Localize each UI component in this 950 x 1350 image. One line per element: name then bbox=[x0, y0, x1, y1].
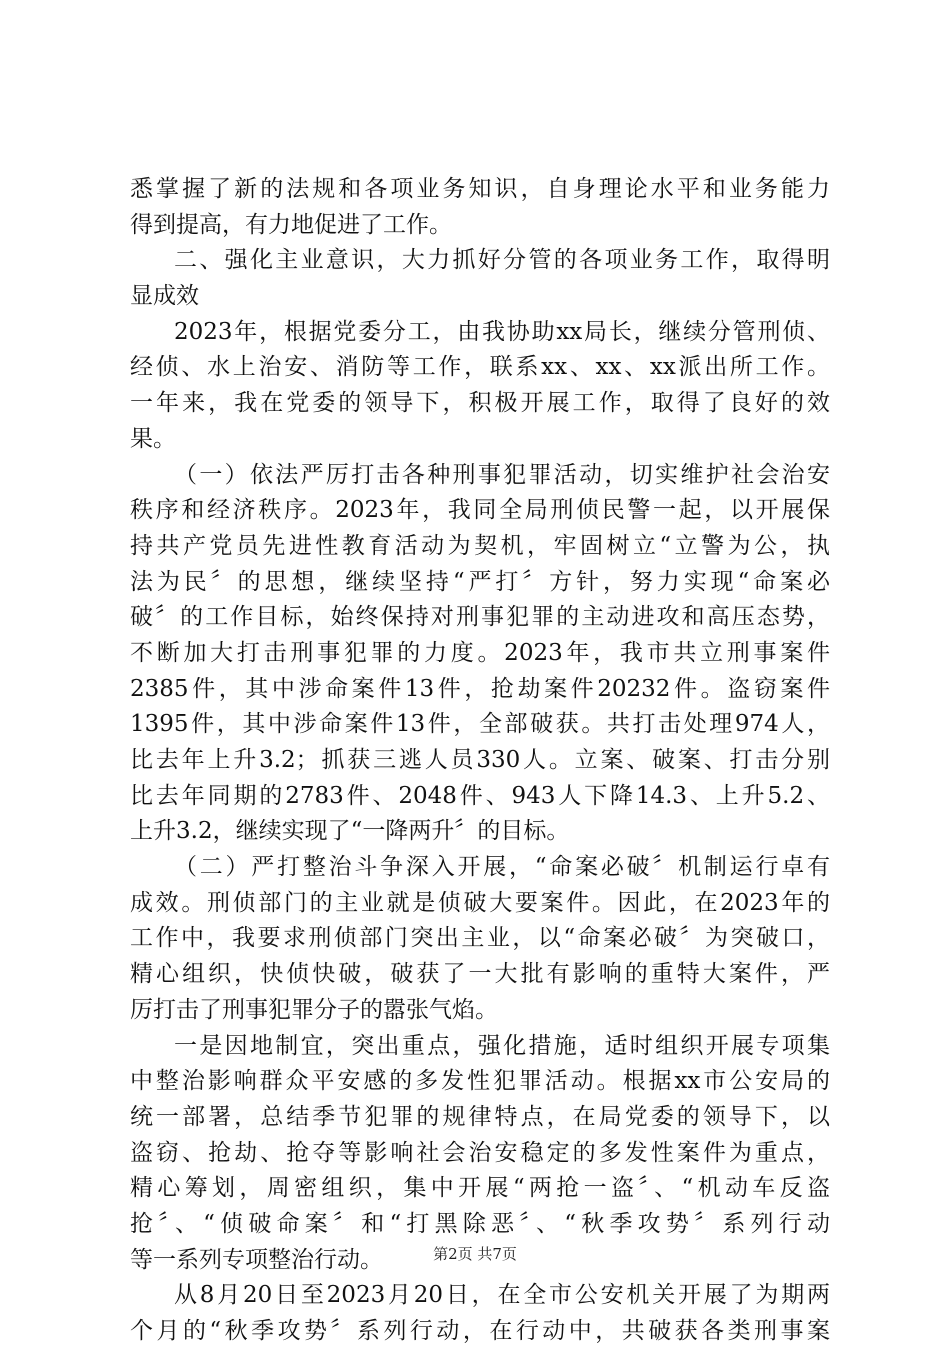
text-line: 从8月20日至2023月20日，在全市公安机关开展了为期两 bbox=[174, 1282, 830, 1309]
text-line: 持共产党员先进性教育活动为契机，牢固树立“立警为公，执 bbox=[130, 532, 830, 559]
text-line: 上升3.2，继续实现了“一降两升〞的目标。 bbox=[130, 818, 570, 845]
text-line: 精心组织，快侦快破，破获了一大批有影响的重特大案件，严 bbox=[130, 961, 830, 988]
text-line: 1395件，其中涉命案件13件，全部破获。共打击处理974人， bbox=[130, 711, 830, 738]
text-line: 一是因地制宜，突出重点，强化措施，适时组织开展专项集 bbox=[174, 1032, 830, 1059]
text-line: 秩序和经济秩序。2023年，我同全局刑侦民警一起，以开展保 bbox=[130, 497, 830, 524]
text-line: （一）依法严厉打击各种刑事犯罪活动，切实维护社会治安 bbox=[174, 461, 830, 488]
text-line: 等一系列专项整治行动。 bbox=[130, 1246, 383, 1273]
text-line: 精心筹划，周密组织，集中开展“两抢一盗〞、“机动车反盗 bbox=[130, 1175, 830, 1202]
text-line: 比去年上升3.2；抓获三逃人员330人。立案、破案、打击分别 bbox=[130, 747, 830, 773]
text-line: （二）严打整治斗争深入开展，“命案必破〞机制运行卓有 bbox=[174, 854, 830, 881]
text-line: 比去年同期的2783件、2048件、943人下降14.3、上升5.2、 bbox=[130, 782, 830, 809]
text-line: 得到提高，有力地促进了工作。 bbox=[130, 211, 452, 238]
text-line: 厉打击了刑事犯罪分子的嚣张气焰。 bbox=[130, 996, 498, 1023]
text-line: 经侦、水上治安、消防等工作，联系xx、xx、xx派出所工作。 bbox=[130, 354, 830, 381]
text-line: 统一部署，总结季节犯罪的规律特点，在局党委的领导下，以 bbox=[130, 1103, 830, 1130]
text-line: 二、强化主业意识，大力抓好分管的各项业务工作，取得明 bbox=[174, 247, 830, 274]
text-line: 不断加大打击刑事犯罪的力度。2023年，我市共立刑事案件 bbox=[130, 639, 830, 666]
text-line: 个月的“秋季攻势〞系列行动，在行动中，共破获各类刑事案 bbox=[130, 1318, 830, 1344]
text-line: 工作中，我要求刑侦部门突出主业，以“命案必破〞为突破口， bbox=[130, 925, 830, 952]
text-line: 法为民〞的思想，继续坚持“严打〞方针，努力实现“命案必 bbox=[130, 568, 830, 595]
text-line: 破〞的工作目标，始终保持对刑事犯罪的主动进攻和高压态势， bbox=[130, 604, 830, 631]
text-line: 盗窃、抢劫、抢夺等影响社会治安稳定的多发性案件为重点， bbox=[130, 1139, 830, 1166]
text-line: 显成效 bbox=[130, 283, 199, 310]
page-footer: 第2页 共7页 bbox=[433, 1245, 517, 1263]
text-line: 抢〞、“侦破命案〞和“打黑除恶〞、“秋季攻势〞系列行动 bbox=[130, 1210, 830, 1237]
text-line: 果。 bbox=[130, 425, 176, 452]
text-line: 一年来，我在党委的领导下，积极开展工作，取得了良好的效 bbox=[130, 390, 830, 417]
text-line: 悉掌握了新的法规和各项业务知识，自身理论水平和业务能力 bbox=[130, 176, 830, 202]
text-line: 2385件，其中涉命案件13件，抢劫案件20232件。盗窃案件 bbox=[130, 675, 830, 702]
text-line: 成效。刑侦部门的主业就是侦破大要案件。因此，在2023年的 bbox=[130, 889, 830, 916]
text-line: 中整治影响群众平安感的多发性犯罪活动。根据xx市公安局的 bbox=[130, 1068, 830, 1095]
text-line: 2023年，根据党委分工，由我协助xx局长，继续分管刑侦、 bbox=[174, 318, 830, 345]
document-body bbox=[130, 172, 830, 1350]
